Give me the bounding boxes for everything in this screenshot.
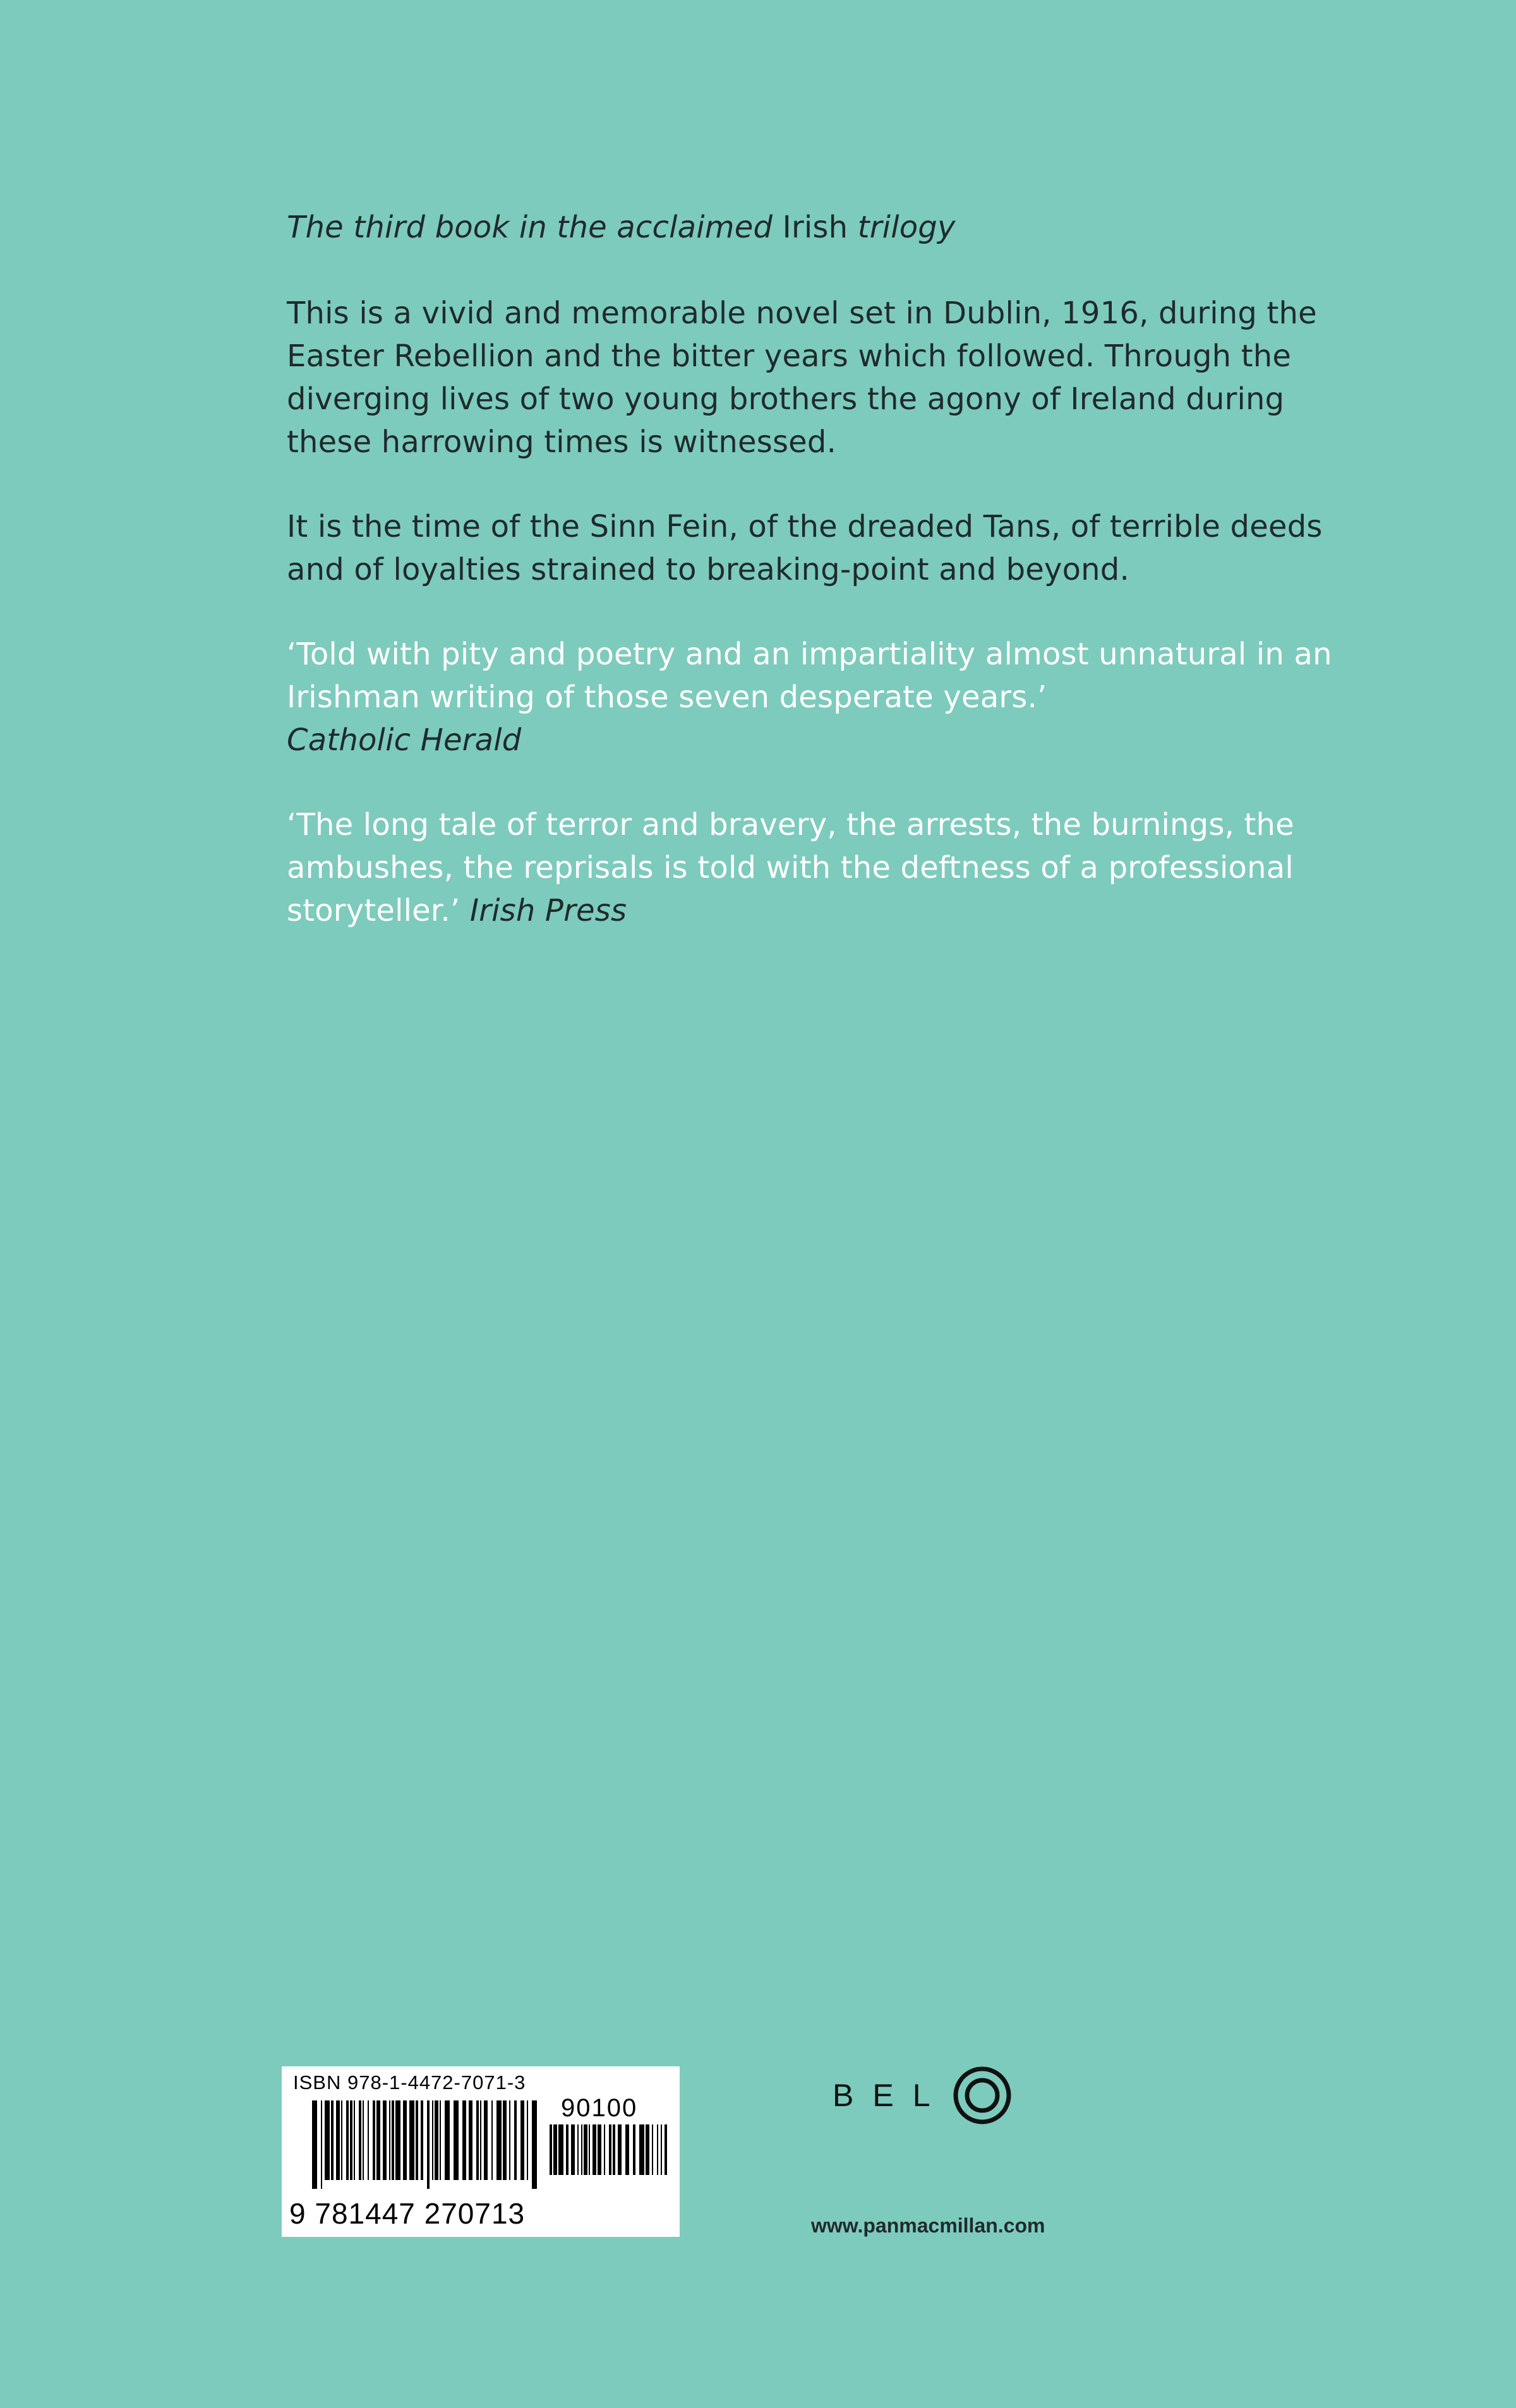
barcode-bar xyxy=(613,2124,615,2175)
barcode-bar xyxy=(395,2100,400,2180)
barcode-bar xyxy=(566,2124,568,2175)
barcode-bar xyxy=(618,2124,622,2175)
barcode-digits: 9 781447 270713 xyxy=(289,2197,526,2230)
barcode-bar xyxy=(462,2100,466,2180)
barcode-bar xyxy=(657,2124,658,2175)
barcode-bar xyxy=(325,2100,330,2180)
logo-letters: BEL xyxy=(833,2078,949,2113)
barcode-bar xyxy=(350,2100,352,2180)
barcode-bar xyxy=(416,2100,418,2180)
logo-o-icon xyxy=(952,2065,1013,2126)
barcode-bar xyxy=(520,2100,524,2180)
description-paragraph-2: It is the time of the Sinn Fein, of the dreaded Tans, of terrible deeds and of loyalties strained to breaking-point and beyond. xyxy=(287,509,1323,587)
barcode-bar xyxy=(527,2100,528,2180)
barcode-bar xyxy=(625,2124,629,2175)
barcode-bar xyxy=(403,2100,407,2180)
barcode-bar xyxy=(665,2124,667,2175)
barcode-bar xyxy=(469,2100,472,2180)
barcode-bar xyxy=(445,2100,450,2180)
barcode-bar xyxy=(509,2100,510,2180)
barcode-bar xyxy=(646,2124,649,2175)
barcode-bar xyxy=(476,2100,479,2180)
review-1 xyxy=(287,633,1373,762)
barcode-bar xyxy=(639,2124,644,2175)
barcode-bar xyxy=(383,2100,387,2180)
barcode-bar xyxy=(532,2100,537,2189)
barcode-bars xyxy=(312,2100,539,2189)
barcode-bar xyxy=(331,2100,334,2180)
barcode-bar xyxy=(571,2124,575,2175)
barcode-bar xyxy=(633,2124,635,2175)
review-2 xyxy=(287,803,1373,932)
barcode-bar xyxy=(577,2124,579,2175)
barcode-bar xyxy=(593,2124,596,2175)
barcode-bar xyxy=(336,2100,340,2180)
tagline xyxy=(287,206,1373,249)
price-code: 90100 xyxy=(561,2094,638,2122)
barcode-bar xyxy=(409,2100,414,2180)
barcode-bar xyxy=(312,2100,317,2189)
barcode-bar xyxy=(427,2100,430,2189)
barcode-bar xyxy=(432,2100,433,2180)
barcode-bar xyxy=(363,2100,364,2180)
tagline-part2: Irish xyxy=(773,210,858,245)
barcode-bar xyxy=(376,2100,380,2180)
barcode-bar xyxy=(652,2124,653,2175)
review-quote: ‘The long tale of terror and bravery, the arrests, the burnings, the ambushes, the reprisals is told with the deftness of a professional storyteller.’ xyxy=(287,807,1294,928)
barcode-bar xyxy=(354,2100,355,2180)
barcode-bar xyxy=(368,2100,369,2180)
tagline-part3: trilogy xyxy=(857,210,956,245)
review-quote: ‘Told with pity and poetry and an impartiality almost unnatural in an Irishman writing of those seven desperate years.’ xyxy=(287,637,1332,715)
addon-barcode-bars xyxy=(550,2124,670,2184)
isbn-label: ISBN 978-1-4472-7071-3 xyxy=(293,2071,526,2094)
publisher-url[interactable]: www.panmacmillan.com xyxy=(811,2214,1045,2237)
tagline-part1: The third book in the acclaimed xyxy=(287,210,773,245)
barcode-bar xyxy=(373,2100,375,2180)
barcode-bar xyxy=(550,2124,552,2175)
barcode-bar xyxy=(581,2124,582,2175)
barcode-bar xyxy=(553,2124,557,2175)
barcode-bar xyxy=(514,2100,517,2180)
barcode-bar xyxy=(392,2100,394,2180)
barcode-bar xyxy=(321,2100,322,2189)
barcode-bar xyxy=(421,2100,423,2180)
description-paragraph-1: This is a vivid and memorable novel set in Dublin, 1916, during the Easter Rebellion and the bitter years which followed. Through the diverging lives of two young brothers the agony of Ireland during these harrowing times is witnessed. xyxy=(287,296,1317,460)
review-source: Catholic Herald xyxy=(287,722,522,758)
barcode-bar xyxy=(609,2124,611,2175)
barcode-bar xyxy=(454,2100,459,2180)
barcode-bar xyxy=(661,2124,662,2175)
barcode-bar xyxy=(440,2100,441,2180)
barcode-bar xyxy=(558,2124,563,2175)
barcode-bar xyxy=(346,2100,349,2180)
barcode-bar xyxy=(604,2124,605,2175)
barcode-bar xyxy=(491,2100,493,2180)
barcode-bar xyxy=(435,2100,438,2180)
barcode-bar xyxy=(598,2124,601,2175)
barcode-bar xyxy=(480,2100,481,2180)
barcode-panel xyxy=(282,2066,680,2237)
barcode-bar xyxy=(341,2100,342,2180)
barcode-bar xyxy=(389,2100,390,2180)
barcode-bar xyxy=(359,2100,361,2180)
barcode-bar xyxy=(496,2100,502,2180)
barcode-bar xyxy=(503,2100,507,2180)
review-source: Irish Press xyxy=(469,893,627,928)
barcode-bar xyxy=(584,2124,587,2175)
barcode-bar xyxy=(589,2124,590,2175)
publisher-logo xyxy=(833,2064,1013,2127)
barcode-bar xyxy=(484,2100,488,2180)
